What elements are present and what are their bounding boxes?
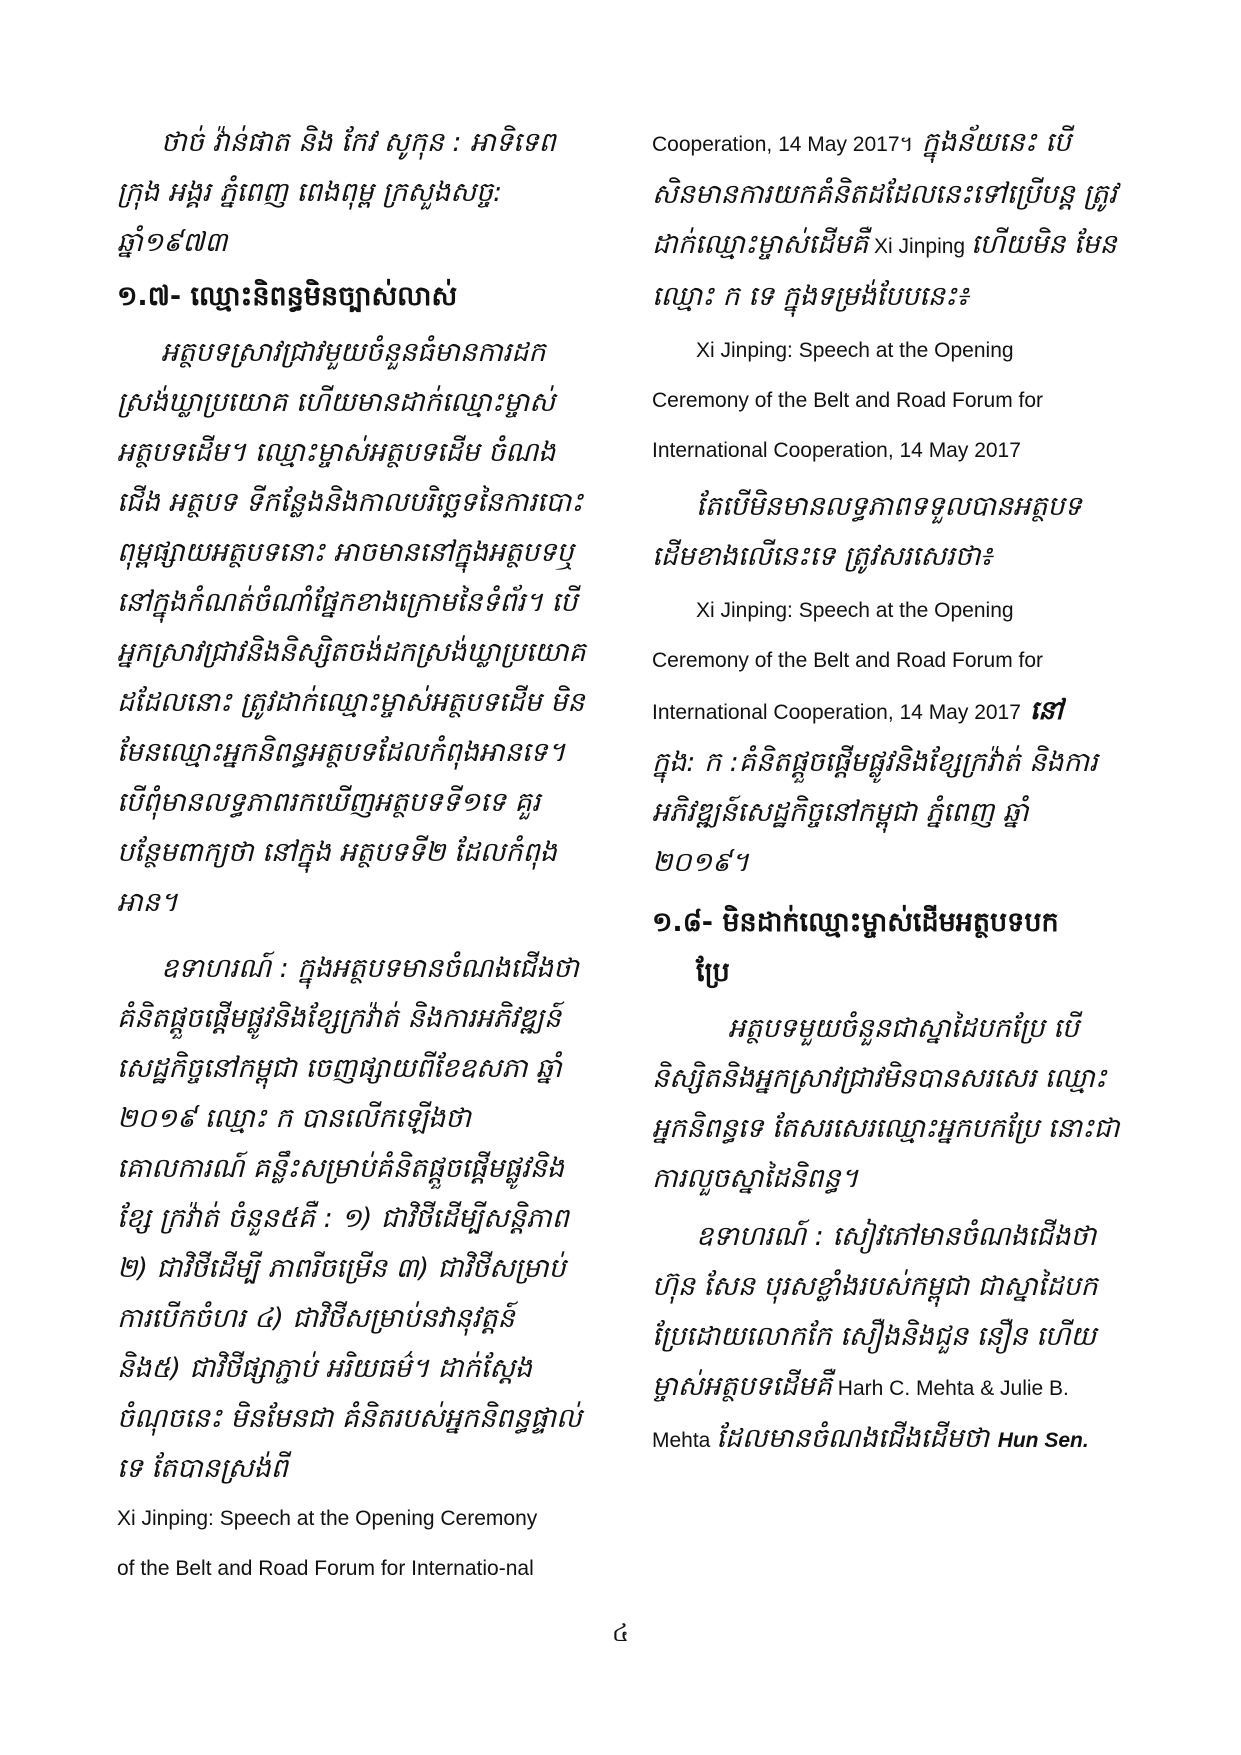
khmer-word: នៅ xyxy=(1020,696,1063,726)
heading-line: ១.៨- មិនដាក់ឈ្មោះម្ចាស់ដើមអត្ថបទបក xyxy=(652,907,1059,938)
khmer-text: ឧទាហរណ៍ : សៀវភៅមានចំណងជើងថា ហ៊ុន សែន បុរសខ្លាំងរបស់កម្ពុជា ជាស្នាដៃបក ប្រែដោយលោកកែ សឿងនិងជួន នឿន ហើយ ម្ចាស់អត្ថបទដើមគឺ xyxy=(652,1221,1098,1402)
page-number: ៤ xyxy=(612,1619,629,1647)
reference-paragraph: ថាច់ វ៉ាន់ផាត និង កែវ សូកុន : អាទិទេពក្រុង អង្គរ ភ្នំពេញ ពេងពុម្ព ក្រសួងសច្ច: ឆ្នាំ១៩៧៣ xyxy=(117,127,556,258)
body-paragraph: អត្ថបទស្រាវជ្រាវមួយចំនួនធំមានការដក ស្រង់ឃ្លាប្រយោគ ហើយមានដាក់ឈ្មោះម្ចាស់ អត្ថបទដើម។ ឈ្មោះម្ចាស់អត្ថបទដើម ចំណង ជើង អត្ថបទ ទីកន្លែងនិងកាលបរិច្ឆេទនៃការបោះ ពុម្ពផ្សាយអត្ថបទនោះ អាចមាននៅក្នុងអត្ថបទឬ នៅក្នុងកំណត់ចំណាំផ្នែកខាងក្រោមនៃទំព័រ។ បើ អ្នកស្រាវជ្រាវនិងនិស្សិតចង់ដកស្រង់ឃ្លាប្រយោគ ដដែលនោះ ត្រូវដាក់ឈ្មោះម្ចាស់អត្ថបទដើម មិន មែនឈ្មោះអ្នកនិពន្ធអត្ថបទដែលកំពុងអានទេ។ បើពុំមានលទ្ធភាពរកឃើញអត្ថបទទី១ទេ គួរ បន្ថែមពាក្យថា នៅក្នុង អត្ថបទទី២ ដែលកំពុង អាន។ xyxy=(117,337,586,918)
english-text: Cooperation, 14 May 2017។ xyxy=(652,133,914,156)
example-paragraph xyxy=(652,1212,1122,1466)
khmer-text: ដែលមានចំណងជើងដើមថា xyxy=(716,1423,998,1454)
section-heading-1-7: ១.៧- ឈ្មោះនិពន្ធមិនច្បាស់លាស់ xyxy=(117,281,458,312)
khmer-text: ក្នុងន័យនេះ បើ សិនមានការយកគំនិតដដែលនេះទៅប្រើបន្ត ត្រូវដាក់ឈ្មោះម្ចាស់ដើមគឺ xyxy=(652,127,1117,260)
citation-line xyxy=(652,686,1122,738)
author-names: Harh C. Mehta & Julie B. Mehta xyxy=(652,1377,1069,1452)
left-column xyxy=(117,118,587,1594)
english-citation-line: Xi Jinping: Speech at the Opening Ceremony xyxy=(117,1507,538,1530)
citation-block xyxy=(652,586,1122,888)
citation-line: Xi Jinping: Speech at the Opening xyxy=(696,599,1014,622)
body-paragraph: អត្ថបទមួយចំនួនជាស្នាដៃបកប្រែ បើនិស្សិតនិងអ្នកស្រាវជ្រាវមិនបានសរសេរ ឈ្មោះអ្នកនិពន្ធទេ តែសរសេរឈ្មោះអ្នកបកប្រែ នោះជាការលួចស្នាដៃនិពន្ធ។ xyxy=(652,1013,1120,1194)
body-paragraph: តែបើមិនមានលទ្ធភាពទទួលបានអត្ថបទ ដើមខាងលើនេះទេ ត្រូវសរសេរថា៖ xyxy=(652,491,1082,572)
book-title: Hun Sen. xyxy=(997,1429,1089,1452)
heading-line: ប្រែ xyxy=(696,957,730,988)
example-paragraph: ឧទាហរណ៍ : ក្នុងអត្ថបទមានចំណងជើងថា គំនិតផ្តួចផ្តើមផ្លូវនិងខ្សែក្រវ៉ាត់ និងការអភិវឌ្ឍន៍ សេដ្ឋកិច្ចនៅកម្ពុជា ចេញផ្សាយពីខែឧសភា ឆ្នាំ ២០១៩ ឈ្មោះ ក បានលើកឡើងថាគោលការណ៍ គន្លឹះសម្រាប់គំនិតផ្តួចផ្តើមផ្លូវនិងខ្សែ ក្រវ៉ាត់ ចំនួន៥គឺ : ១) ជាវិថីដើម្បីសន្តិភាព ២) ជាវិថីដើម្បី ភាពរីចម្រើន ៣) ជាវិថីសម្រាប់ការបើកចំហរ ៤) ជាវិថីសម្រាប់នវានុវត្តន៍ និង៥) ជាវិថីផ្សាភ្ជាប់ អរិយធម៌។ ដាក់ស្តែងចំណុចនេះ មិនមែនជា គំនិតរបស់អ្នកនិពន្ធផ្ទាល់ទេ តែបានស្រង់ពី xyxy=(117,953,582,1484)
citation-text: International Cooperation, 14 May 2017 xyxy=(652,701,1021,724)
citation-block xyxy=(652,326,1122,476)
citation-line: Xi Jinping: Speech at the Opening xyxy=(696,339,1014,362)
body-paragraph xyxy=(652,118,1122,322)
right-column xyxy=(652,118,1122,1466)
english-text: Xi Jinping xyxy=(868,235,971,258)
citation-line: International Cooperation, 14 May 2017 xyxy=(652,439,1021,462)
citation-line: Ceremony of the Belt and Road Forum for xyxy=(652,389,1044,412)
citation-continuation: ក្នុង: ក :គំនិតផ្តួចផ្តើមផ្លូវនិងខ្សែក្រវ៉ាត់ និងការ អភិវឌ្ឍន៍សេដ្ឋកិច្ចនៅកម្ពុជា ភ្នំពេញ ឆ្នាំ ២០១៩។ xyxy=(652,747,1098,878)
citation-line: Ceremony of the Belt and Road Forum for xyxy=(652,649,1044,672)
english-citation-line: of the Belt and Road Forum for Internatio-nal xyxy=(117,1557,534,1580)
section-heading-1-8 xyxy=(652,898,1122,998)
khmer-text: ហើយមិន មែន ឈ្មោះ ក ទេ ក្នុងទម្រង់បែបនេះ៖ xyxy=(652,229,1117,312)
